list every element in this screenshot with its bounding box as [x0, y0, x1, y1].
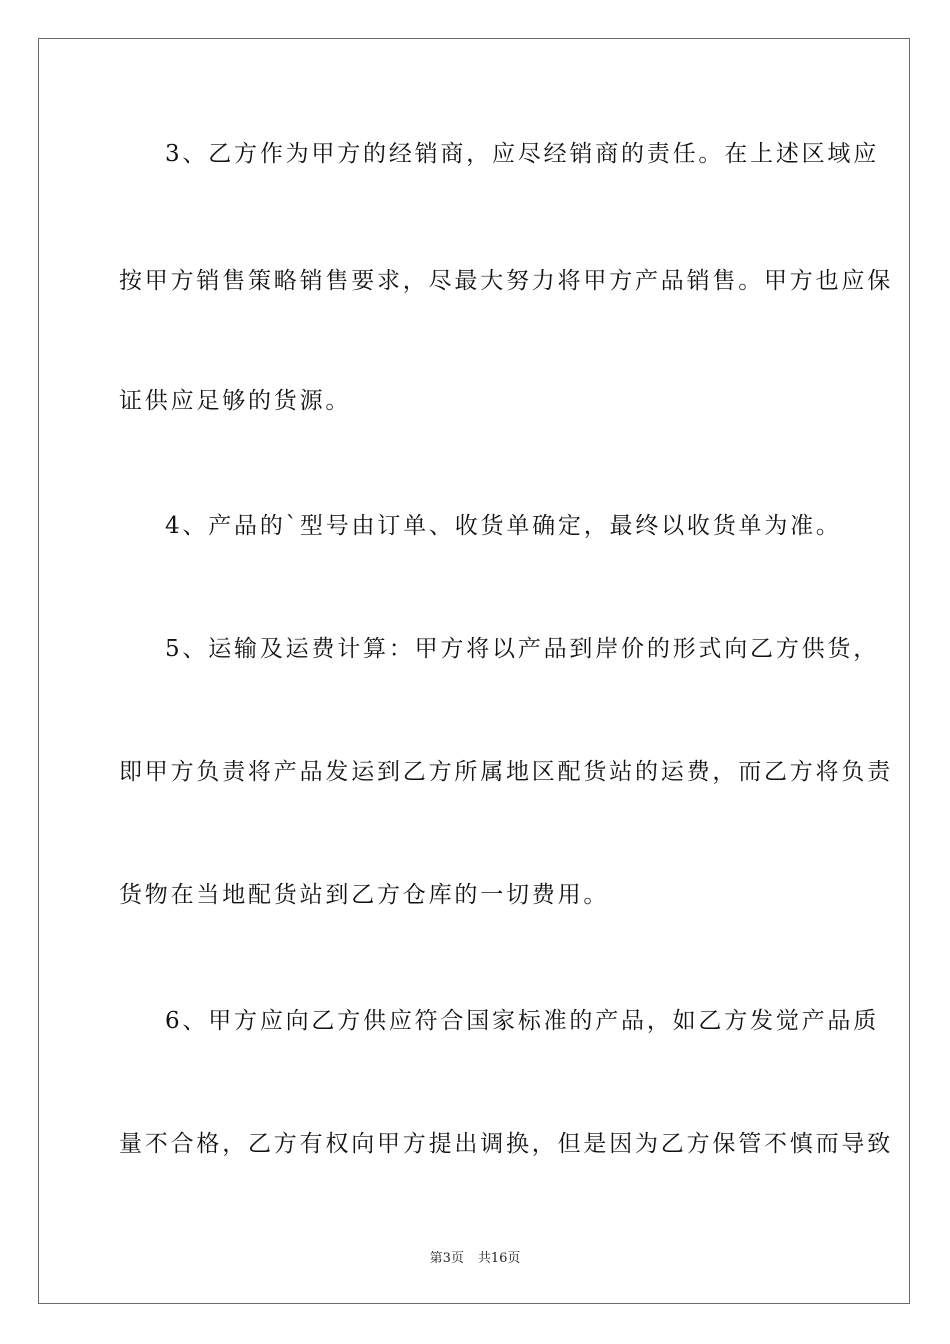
paragraph-5-line-3: 货物在当地配货站到乙方仓库的一切费用。 [119, 882, 610, 908]
paragraph-5-line-2: 即甲方负责将产品发运到乙方所属地区配货站的运费，而乙方将负责 [119, 759, 893, 785]
paragraph-5-line-1: 5、运输及运费计算：甲方将以产品到岸价的形式向乙方供货， [165, 636, 880, 662]
page-footer [39, 1247, 911, 1266]
paragraph-3-line-1: 3、乙方作为甲方的经销商，应尽经销商的责任。在上述区域应 [165, 141, 880, 167]
page-frame [38, 38, 910, 1304]
paragraph-6-line-2: 量不合格，乙方有权向甲方提出调换，但是因为乙方保管不慎而导致 [119, 1131, 893, 1157]
paragraph-4-line-1: 4、产品的`型号由订单、收货单确定，最终以收货单为准。 [165, 513, 842, 539]
paragraph-3-line-3: 证供应足够的货源。 [119, 388, 352, 414]
page-number: 第3页 [429, 1251, 464, 1266]
total-pages: 共16页 [477, 1251, 521, 1266]
paragraph-6-line-1: 6、甲方应向乙方供应符合国家标准的产品，如乙方发觉产品质 [165, 1008, 880, 1034]
paragraph-3-line-2: 按甲方销售策略销售要求，尽最大努力将甲方产品销售。甲方也应保 [119, 268, 893, 294]
